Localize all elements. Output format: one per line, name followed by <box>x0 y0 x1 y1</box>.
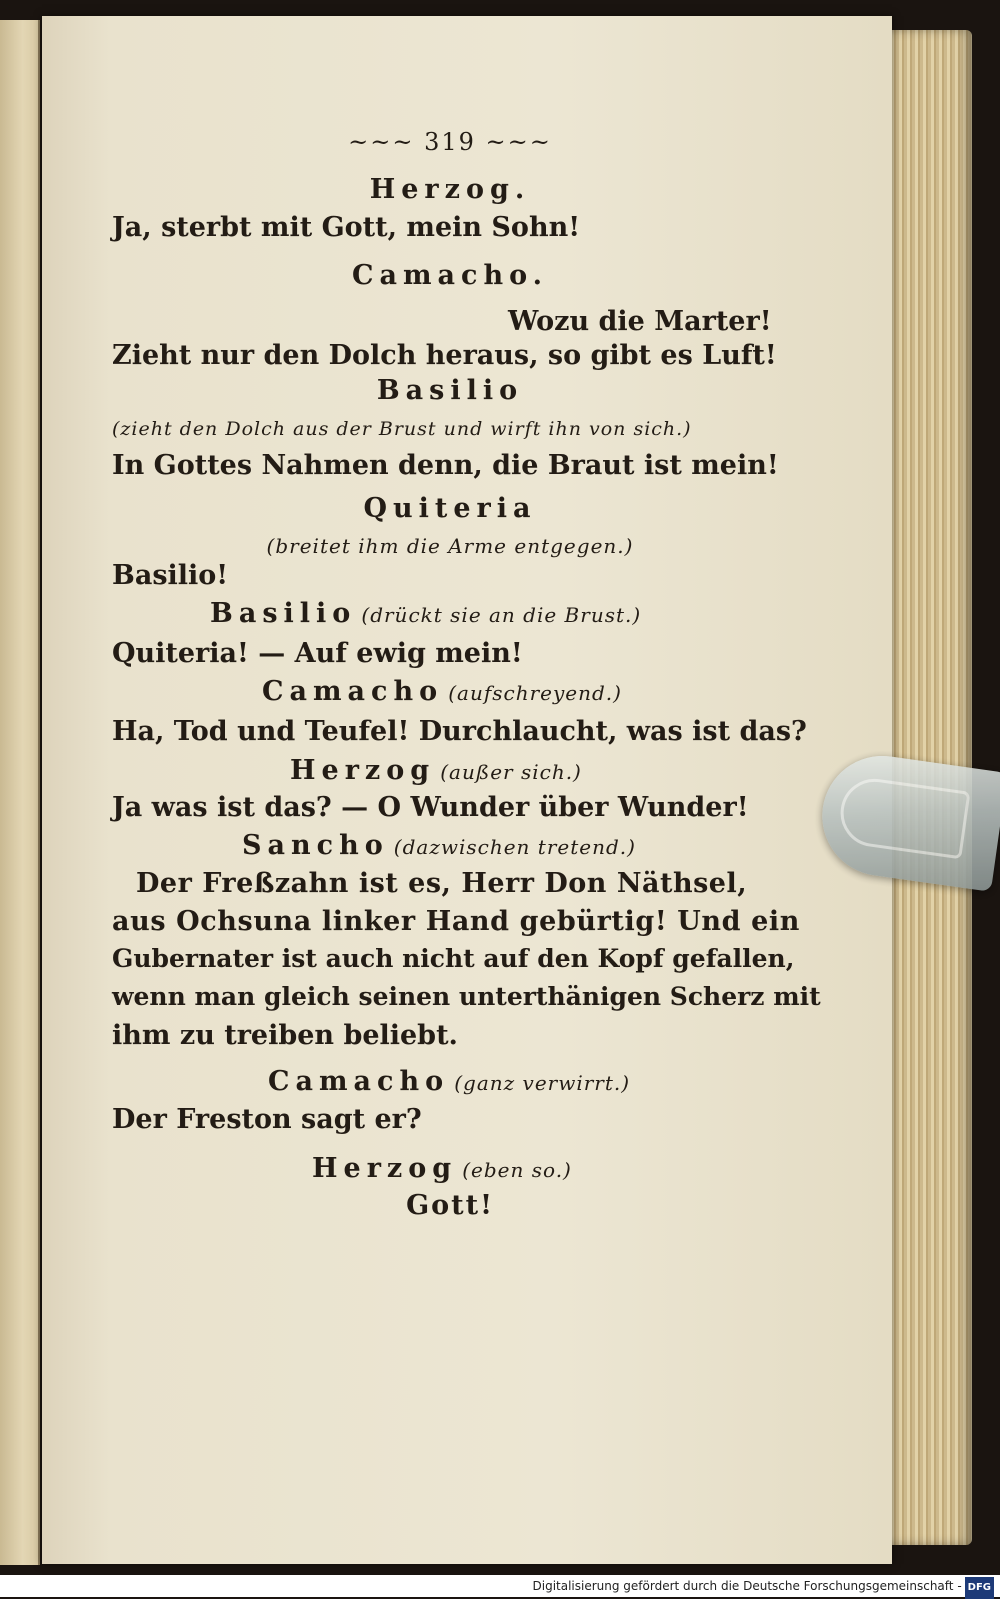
text-line: aus Ochsuna linker Hand gebürtig! Und ein <box>112 906 801 937</box>
stage-direction: (breitet ihm die Arme entgegen.) <box>266 534 634 558</box>
speaker-camacho: Camacho. <box>351 260 549 291</box>
page-number-line <box>60 128 840 156</box>
speaker-herzog: Herzog <box>312 1153 458 1184</box>
speaker-camacho: Camacho <box>262 676 444 707</box>
speaker-quiteria: Quiteria <box>363 493 537 524</box>
facing-page-edge <box>0 20 40 1565</box>
dfg-logo: DFG <box>965 1577 994 1599</box>
page-number: 319 <box>424 128 476 156</box>
stage-direction: (dazwischen tretend.) <box>393 835 636 859</box>
text-line: Gubernater ist auch nicht auf den Kopf gefallen, <box>112 944 795 973</box>
text-line: Quiteria! — Auf ewig mein! <box>112 638 523 669</box>
stage-direction: (zieht den Dolch aus der Brust und wirft ihn von sich.) <box>112 418 692 440</box>
speaker-basilio: Basilio <box>210 598 357 629</box>
stage-direction: (aufschreyend.) <box>448 681 622 705</box>
footer-credit: Digitalisierung gefördert durch die Deutsche Forschungsgemeinschaft - <box>532 1579 962 1593</box>
speaker-sancho: Sancho <box>242 830 389 861</box>
ornament-right: ~~~ <box>475 128 552 156</box>
text-line: In Gottes Nahmen denn, die Braut ist mein! <box>112 450 779 481</box>
text-line: Wozu die Marter! <box>508 306 772 337</box>
speech-heading <box>290 755 582 786</box>
speaker-herzog: Herzog. <box>369 174 531 205</box>
stage-direction: (drückt sie an die Brust.) <box>361 603 642 627</box>
stage-direction: (eben so.) <box>462 1158 572 1182</box>
speaker-herzog: Herzog <box>290 755 436 786</box>
text-line: Ja, sterbt mit Gott, mein Sohn! <box>112 212 581 243</box>
speech-heading <box>262 676 622 707</box>
stage-direction: (außer sich.) <box>440 760 582 784</box>
text-line: Der Freston sagt er? <box>112 1104 422 1135</box>
stage-direction: (ganz verwirrt.) <box>454 1071 631 1095</box>
text-line: wenn man gleich seinen unterthänigen Scherz mit <box>112 982 821 1011</box>
ornament-left: ~~~ <box>348 128 425 156</box>
footer-credit-bar <box>0 1575 1000 1597</box>
text-line: Zieht nur den Dolch heraus, so gibt es Luft! <box>112 340 777 371</box>
speech-heading <box>242 830 636 861</box>
text-line: Der Freßzahn ist es, Herr Don Näthsel, <box>136 868 748 899</box>
speech-heading <box>210 598 641 629</box>
speech-heading <box>268 1066 630 1097</box>
text-line: Basilio! <box>112 560 229 591</box>
text-line: Ja was ist das? — O Wunder über Wunder! <box>112 792 749 823</box>
text-line: Gott! <box>406 1190 494 1221</box>
text-line: ihm zu treiben beliebt. <box>112 1020 458 1051</box>
book-page <box>42 16 892 1564</box>
speech-heading <box>312 1153 572 1184</box>
text-line: Ha, Tod und Teufel! Durchlaucht, was ist das? <box>112 716 807 747</box>
speaker-camacho: Camacho <box>268 1066 450 1097</box>
speaker-basilio: Basilio <box>376 375 524 406</box>
